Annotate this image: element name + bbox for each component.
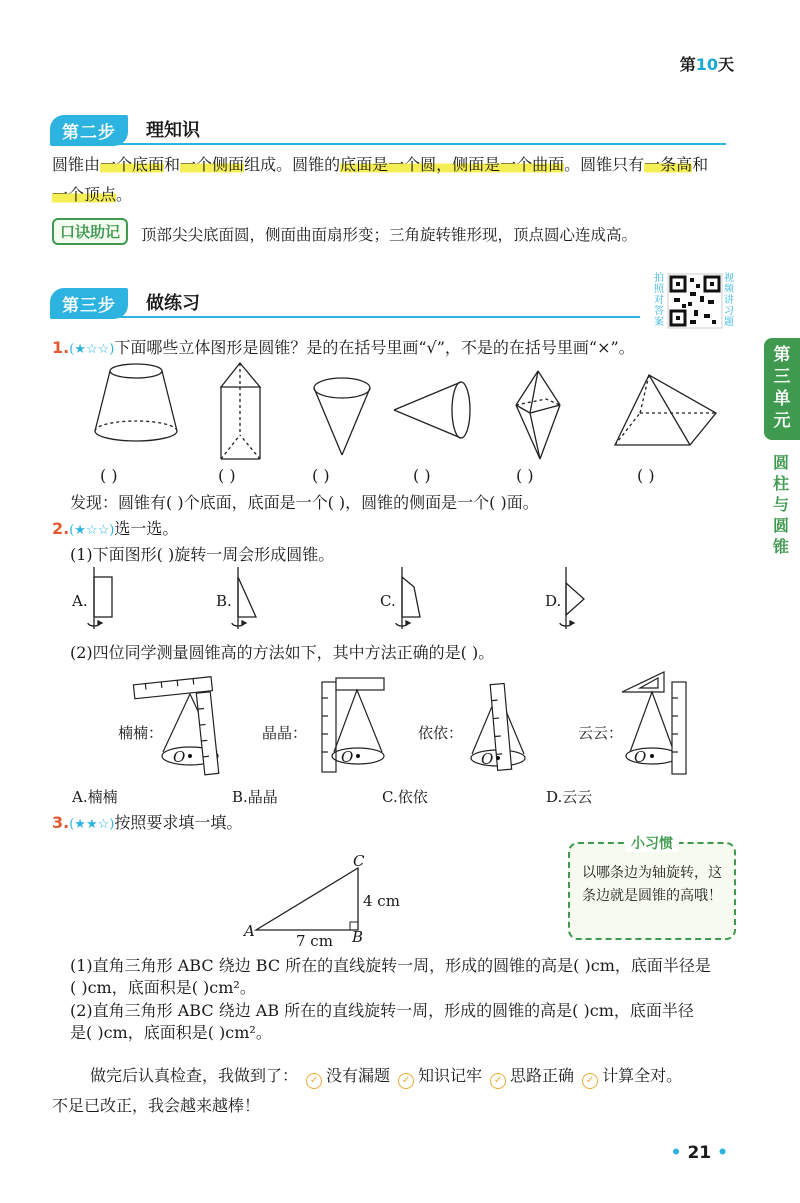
q3-sub2-line1[interactable]: (2)直角三角形 ABC 绕边 AB 所在的直线旋转一周，形成的圆锥的高是( )cm，底面半径 <box>70 1001 694 1020</box>
text-segment: 圆锥由 <box>52 155 101 174</box>
text-segment: 。 <box>116 185 133 204</box>
day-indicator: 第10天 <box>679 55 734 74</box>
q3-prompt: 3.(★★☆)按照要求填一填。 <box>52 813 243 832</box>
q1-answer-paren-6[interactable]: ( ) <box>637 466 655 485</box>
knowledge-line-2 <box>52 178 752 212</box>
q2-name-yiyi: 依依： <box>418 724 464 742</box>
step2-pill: 第二步 <box>50 115 128 146</box>
text-segment: 组成。圆锥的 <box>244 155 341 174</box>
frustum-shape <box>95 364 177 441</box>
q1-finding[interactable]: 发现：圆锥有( )个底面，底面是一个( )，圆锥的侧面是一个( )面。 <box>70 493 539 512</box>
unit-tab[interactable]: 第三单元 <box>764 338 800 440</box>
prism-shape <box>221 363 260 459</box>
center-label: O <box>481 750 494 768</box>
cone-shape <box>314 378 370 455</box>
checklist-line2: 不足已改正，我会越来越棒！ <box>52 1096 261 1115</box>
highlighted-phrase: 一条高 <box>644 155 693 174</box>
q2-prompt: 2.(★☆☆)选一选。 <box>52 519 179 538</box>
unit-topic: 圆柱与圆锥 <box>772 453 789 556</box>
mnemonic-text: 顶部尖尖底面圆，侧面曲面扇形变；三角旋转锥形现，顶点圆心连成高。 <box>141 226 638 244</box>
check-icon[interactable]: ✓ <box>306 1073 322 1089</box>
q1-answer-paren-2[interactable]: ( ) <box>218 466 236 485</box>
checklist: 做完后认真检查，我做到了： ✓ 没有漏题 ✓ 知识记牢 ✓ 思路正确 ✓ 计算全对。 <box>90 1063 682 1089</box>
q2-choice-a[interactable]: A.楠楠 <box>72 788 118 806</box>
q2-measurement-figures <box>0 668 720 780</box>
q2-opt-c[interactable]: C. <box>380 592 396 610</box>
text-segment: 和 <box>164 155 181 174</box>
q1-answer-paren-4[interactable]: ( ) <box>413 466 431 485</box>
highlighted-phrase: ，侧面是一个曲面 <box>436 155 565 174</box>
vertex-b: B <box>352 928 364 946</box>
section-rule <box>50 143 726 145</box>
step3-title: 做练习 <box>146 293 200 314</box>
q3-sub1-line2[interactable]: ( )cm，底面积是( )cm²。 <box>70 978 256 997</box>
q2-choice-c[interactable]: C.依依 <box>382 788 428 806</box>
q1-prompt: 1.(★☆☆)下面哪些立体图形是圆锥？是的在括号里画“√”，不是的在括号里画“×”。 <box>52 338 635 357</box>
highlighted-phrase: 一个侧面 <box>180 155 245 174</box>
section-rule <box>50 316 640 318</box>
step2-title: 理知识 <box>146 120 200 141</box>
q2-sub1[interactable]: (1)下面图形( )旋转一周会形成圆锥。 <box>70 545 335 564</box>
check-icon[interactable]: ✓ <box>582 1073 598 1089</box>
q2-name-nannan: 楠楠： <box>118 724 164 742</box>
side-ab-length: 7 cm <box>296 932 333 950</box>
center-label: O <box>173 748 186 766</box>
qr-caption-left: 拍照对答案 <box>654 273 664 328</box>
habit-title: 小习惯 <box>625 836 679 852</box>
center-label: O <box>634 748 647 766</box>
highlighted-phrase: 一个底面 <box>100 155 165 174</box>
double-cone-shape <box>516 371 560 459</box>
q2-opt-d[interactable]: D. <box>545 592 562 610</box>
knowledge-line-1 <box>52 148 752 182</box>
q2-name-yunyun: 云云： <box>578 724 624 742</box>
check-icon[interactable]: ✓ <box>398 1073 414 1089</box>
q2-opt-b[interactable]: B. <box>216 592 232 610</box>
q2-opt-a[interactable]: A. <box>72 592 88 610</box>
vertex-a: A <box>244 922 255 940</box>
right-triangle-abc <box>240 858 380 938</box>
q2-name-jingjing: 晶晶： <box>262 724 308 742</box>
side-bc-length: 4 cm <box>363 892 400 910</box>
habit-text: 以哪条边为轴旋转，这条边就是圆锥的高哦！ <box>582 865 722 904</box>
habit-tip-box <box>568 836 736 940</box>
q2-sub2[interactable]: (2)四位同学测量圆锥高的方法如下，其中方法正确的是( )。 <box>70 643 495 662</box>
vertex-c: C <box>353 852 365 870</box>
mnemonic-label: 口诀助记 <box>52 218 128 245</box>
step3-pill: 第三步 <box>50 288 128 319</box>
q1-shapes <box>0 355 760 465</box>
page-number: • 21 • <box>670 1143 728 1163</box>
q1-answer-paren-5[interactable]: ( ) <box>516 466 534 485</box>
pyramid-shape <box>615 375 716 445</box>
q3-sub1-line1[interactable]: (1)直角三角形 ABC 绕边 BC 所在的直线旋转一周，形成的圆锥的高是( )cm，底面半径是 <box>70 956 711 975</box>
check-icon[interactable]: ✓ <box>490 1073 506 1089</box>
q1-answer-paren-3[interactable]: ( ) <box>312 466 330 485</box>
highlighted-phrase: 底面是一个圆 <box>340 155 437 174</box>
q3-sub2-line2[interactable]: 是( )cm，底面积是( )cm²。 <box>70 1023 272 1042</box>
center-label: O <box>341 748 354 766</box>
q2-choice-b[interactable]: B.晶晶 <box>232 788 278 806</box>
highlighted-phrase: 一个顶点 <box>52 185 117 204</box>
qr-caption-right: 视频讲习题 <box>724 273 734 328</box>
q2-choice-d[interactable]: D.云云 <box>546 788 593 806</box>
q1-answer-paren-1[interactable]: ( ) <box>100 466 118 485</box>
cone-side-shape <box>394 382 470 438</box>
qr-code-icon[interactable] <box>668 274 722 328</box>
text-segment: 和 <box>692 155 709 174</box>
text-segment: 。圆锥只有 <box>564 155 645 174</box>
q2-rotation-figures <box>0 565 620 637</box>
